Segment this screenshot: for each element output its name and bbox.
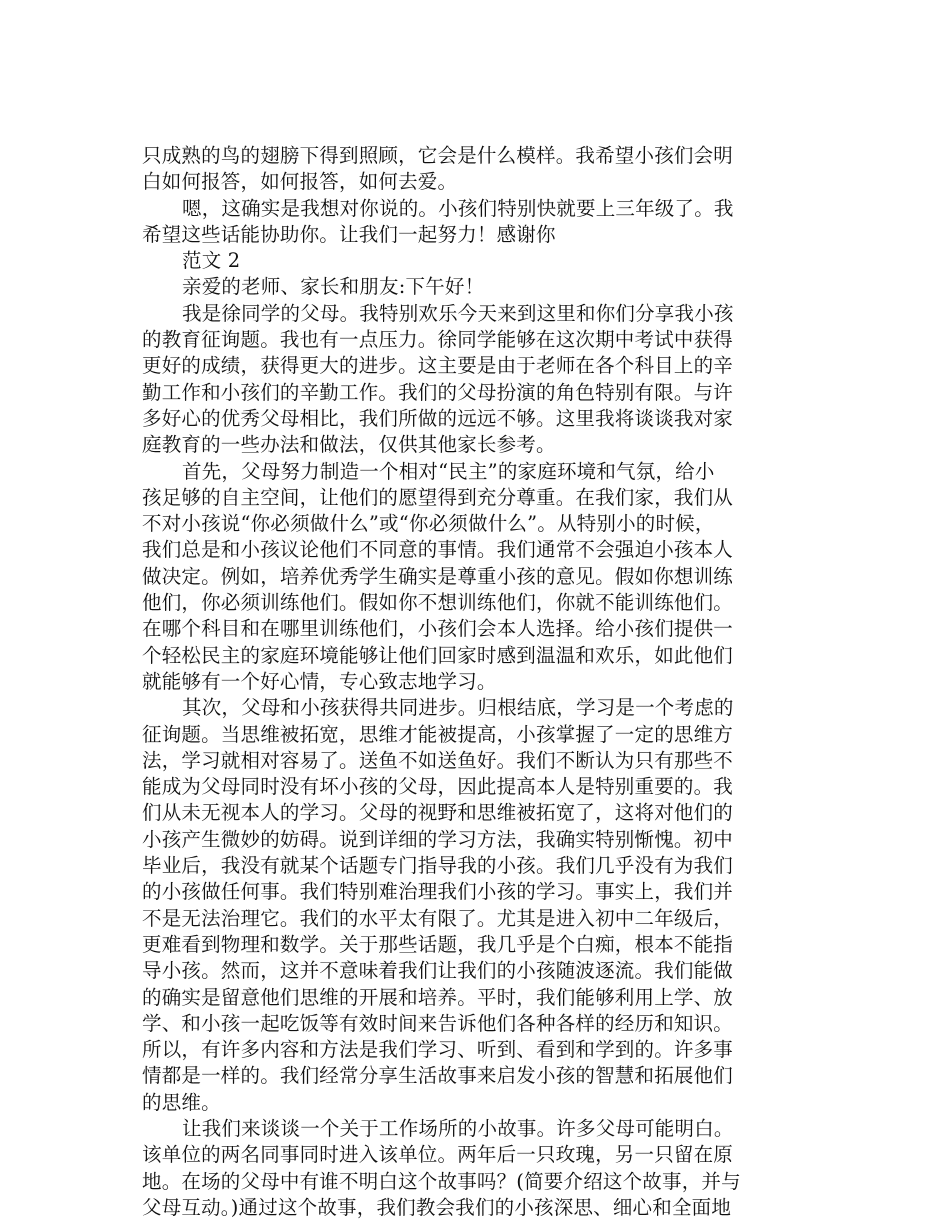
text-line: 更好的成绩，获得更大的进步。这主要是由于老师在各个科目上的辛	[142, 354, 734, 378]
text-line: 让我们来谈谈一个关于工作场所的小故事。许多父母可能明白。	[182, 1116, 734, 1140]
text-line: 希望这些话能协助你。让我们一起努力！感谢你	[142, 222, 556, 246]
text-line: 的思维。	[142, 1090, 221, 1114]
text-line: 的小孩做任何事。我们特别难治理我们小孩的学习。事实上，我们并	[142, 880, 734, 904]
text-line: 小孩产生微妙的妨碍。说到详细的学习方法，我确实特别惭愧。初中	[142, 827, 734, 851]
text-line: 该单位的两名同事同时进入该单位。两年后一只玫瑰，另一只留在原	[142, 1143, 734, 1167]
text-line: 首先，父母努力制造一个相对“民主”的家庭环境和气氛，给小	[182, 459, 715, 483]
text-line: 他们，你必须训练他们。假如你不想训练他们，你就不能训练他们。	[142, 591, 734, 615]
text-line: 情都是一样的。我们经常分享生活故事来启发小孩的智慧和拓展他们	[142, 1064, 734, 1088]
text-line: 的教育征询题。我也有一点压力。徐同学能够在这次期中考试中获得	[142, 328, 734, 352]
text-line: 法，学习就相对容易了。送鱼不如送鱼好。我们不断认为只有那些不	[142, 748, 734, 772]
text-line: 所以，有许多内容和方法是我们学习、听到、看到和学到的。许多事	[142, 1038, 734, 1062]
text-line: 毕业后，我没有就某个话题专门指导我的小孩。我们几乎没有为我们	[142, 854, 734, 878]
text-line: 征询题。当思维被拓宽，思维才能被提高，小孩掌握了一定的思维方	[142, 722, 734, 746]
text-line: 个轻松民主的家庭环境能够让他们回家时感到温温和欢乐，如此他们	[142, 643, 734, 667]
text-line: 的确实是留意他们思维的开展和培养。平时，我们能够利用上学、放	[142, 985, 734, 1009]
text-line: 范文 2	[182, 249, 241, 273]
text-line: 做决定。例如，培养优秀学生确实是尊重小孩的意见。假如你想训练	[142, 564, 734, 588]
text-line: 不对小孩说“你必须做什么”或“你必须做什么”。从特别小的时候，	[142, 512, 715, 536]
text-line: 我是徐同学的父母。我特别欢乐今天来到这里和你们分享我小孩	[182, 301, 734, 325]
text-line: 在哪个科目和在哪里训练他们，小孩们会本人选择。给小孩们提供一	[142, 617, 734, 641]
text-line: 更难看到物理和数学。关于那些话题，我几乎是个白痴，根本不能指	[142, 932, 734, 956]
text-line: 其次，父母和小孩获得共同进步。归根结底，学习是一个考虑的	[182, 696, 734, 720]
text-line: 能成为父母同时没有坏小孩的父母，因此提高本人是特别重要的。我	[142, 775, 734, 799]
text-line: 勤工作和小孩们的辛勤工作。我们的父母扮演的角色特别有限。与许	[142, 380, 734, 404]
document-body	[142, 143, 807, 1221]
text-line: 孩足够的自主空间，让他们的愿望得到充分尊重。在我们家，我们从	[142, 485, 734, 509]
text-line: 亲爱的老师、家长和朋友:下午好！	[182, 275, 485, 299]
text-line: 只成熟的鸟的翅膀下得到照顾，它会是什么模样。我希望小孩们会明	[142, 144, 734, 167]
text-line: 们从未无视本人的学习。父母的视野和思维被拓宽了，这将对他们的	[142, 801, 734, 825]
text-line: 嗯，这确实是我想对你说的。小孩们特别快就要上三年级了。我	[182, 196, 734, 220]
text-line: 就能够有一个好心情，专心致志地学习。	[142, 669, 497, 693]
text-line: 学、和小孩一起吃饭等有效时间来告诉他们各种各样的经历和知识。	[142, 1011, 734, 1035]
text-line: 白如何报答，如何报答，如何去爱。	[142, 170, 458, 194]
text-line: 我们总是和小孩议论他们不同意的事情。我们通常不会强迫小孩本人	[142, 538, 734, 562]
text-line: 地。在场的父母中有谁不明白这个故事吗？(简要介绍这个故事，并与	[142, 1169, 741, 1193]
text-line: 多好心的优秀父母相比，我们所做的远远不够。这里我将谈谈我对家	[142, 406, 734, 430]
text-line: 庭教育的一些办法和做法，仅供其他家长参考。	[142, 433, 556, 457]
text-line: 父母互动。)通过这个故事，我们教会我们的小孩深思、细心和全面地	[142, 1195, 732, 1219]
text-line: 不是无法治理它。我们的水平太有限了。尤其是进入初中二年级后，	[142, 906, 734, 930]
text-line: 导小孩。然而，这并不意味着我们让我们的小孩随波逐流。我们能做	[142, 959, 734, 983]
